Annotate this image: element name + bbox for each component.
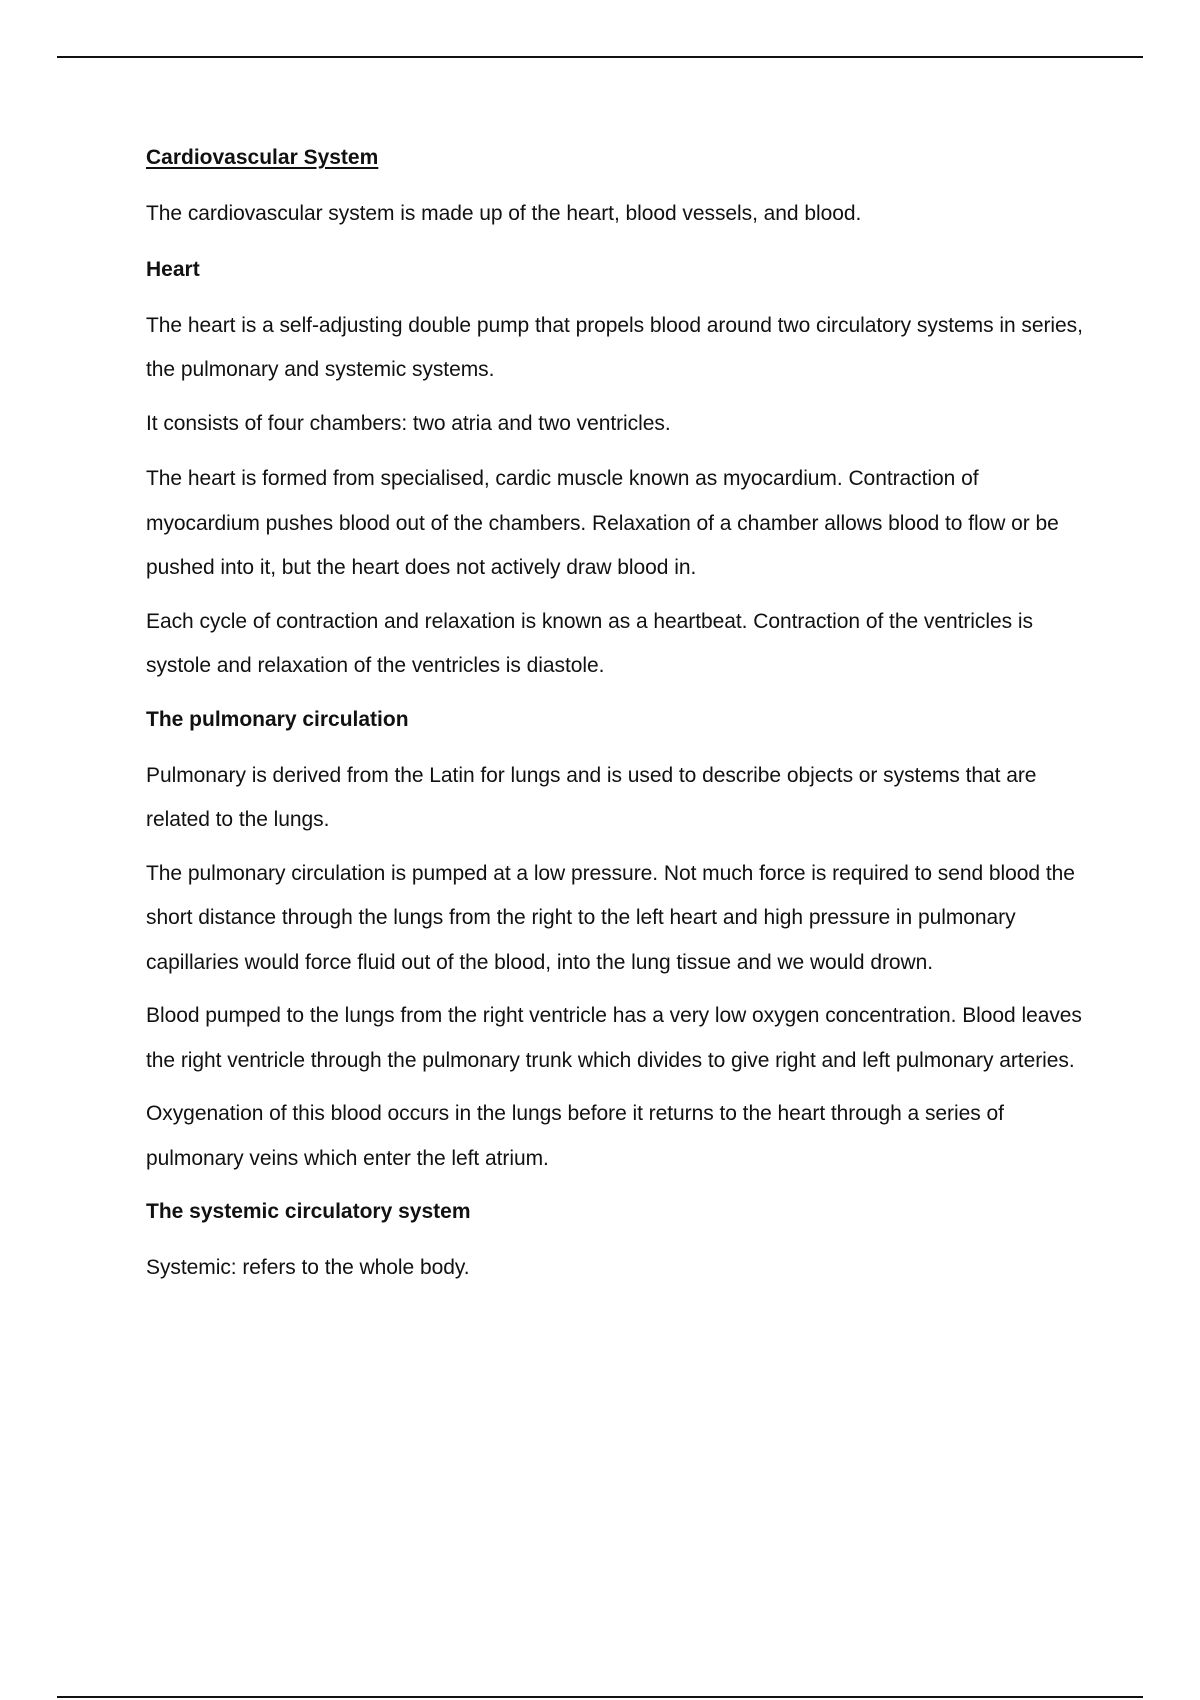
paragraph-heartbeat: Each cycle of contraction and relaxation is known as a heartbeat. Contraction of the ventricles is systole and relaxation of the ventricles is diastole.	[146, 609, 1033, 677]
heading-heart: Heart	[146, 257, 200, 281]
paragraph-double-pump: The heart is a self-adjusting double pump that propels blood around two circulatory systems in series, the pulmonary and systemic systems.	[146, 313, 1083, 381]
paragraph-chambers: It consists of four chambers: two atria and two ventricles.	[146, 411, 671, 435]
paragraph-right-ventricle: Blood pumped to the lungs from the right ventricle has a very low oxygen concentration. Blood leaves the right ventricle through the pulmonary trunk which divides to give right and left pulmonary arteries.	[146, 1004, 1082, 1072]
document-body	[146, 143, 1091, 1309]
paragraph-pulmonary-definition: Pulmonary is derived from the Latin for lungs and is used to describe objects or systems that are related to the lungs.	[146, 763, 1037, 831]
paragraph-low-pressure: The pulmonary circulation is pumped at a low pressure. Not much force is required to send blood the short distance through the lungs from the right to the left heart and high pressure in pulmonary capillaries would force fluid out of the blood, into the lung tissue and we would drown.	[146, 861, 1075, 974]
top-rule	[57, 56, 1143, 58]
paragraph-systemic-definition: Systemic: refers to the whole body.	[146, 1256, 470, 1279]
paragraph-intro: The cardiovascular system is made up of the heart, blood vessels, and blood.	[146, 202, 862, 225]
document-title: Cardiovascular System	[146, 146, 379, 169]
heading-systemic-system: The systemic circulatory system	[146, 1200, 471, 1223]
heading-pulmonary-circulation: The pulmonary circulation	[146, 707, 409, 731]
bottom-rule	[57, 1696, 1143, 1698]
paragraph-myocardium: The heart is formed from specialised, cardic muscle known as myocardium. Contraction of myocardium pushes blood out of the chambers. Relaxation of a chamber allows blood to flow or be pushed into it, but the heart does not actively draw blood in.	[146, 467, 1059, 579]
paragraph-oxygenation: Oxygenation of this blood occurs in the lungs before it returns to the heart through a series of pulmonary veins which enter the left atrium.	[146, 1102, 1004, 1170]
